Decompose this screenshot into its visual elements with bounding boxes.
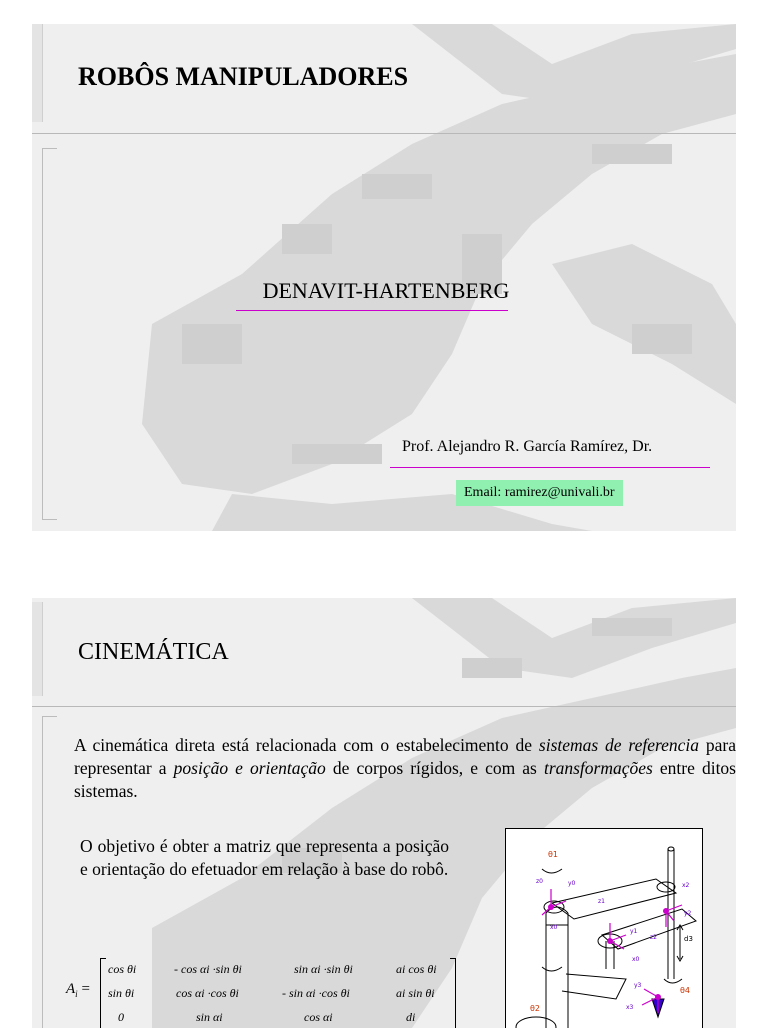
matrix-cell-r1c3: sin αi ·sin θi [294, 962, 353, 976]
label-theta4: θ4 [680, 986, 690, 995]
matrix-cell-r3c4: di [406, 1010, 416, 1024]
slide-subtitle: DENAVIT-HARTENBERG [262, 278, 510, 303]
slide-heading-cinematica: CINEMÁTICA [78, 639, 229, 665]
intro-emphasis-1: sistemas de referencia [538, 735, 700, 755]
content-frame-accent-2 [42, 716, 57, 1028]
intro-text-3: de corpos rígidos, e com as [325, 758, 544, 778]
label-y0: y0 [568, 880, 576, 887]
intro-emphasis-2: posição e orientação [173, 758, 326, 778]
title-bar-accent [32, 24, 43, 122]
label-theta2: θ2 [530, 1004, 540, 1013]
author-email: Email: ramirez@univali.br [456, 480, 623, 506]
label-y1: y1 [630, 928, 638, 935]
transformation-matrix [66, 954, 466, 1024]
matrix-cell-r2c1: sin θi [108, 986, 135, 1000]
label-z1: z1 [598, 898, 605, 905]
matrix-cell-r3c3: cos αi [304, 1010, 333, 1024]
label-z0: z0 [536, 878, 543, 885]
intro-text-1: A cinemática direta está relacionada com o estabelecimento de [74, 735, 539, 755]
label-z2: z2 [650, 934, 657, 941]
slide-title-heading: ROBÔS MANIPULADORES [78, 62, 409, 91]
author-underline [390, 467, 710, 468]
matrix-cell-r2c2: cos αi ·cos θi [176, 986, 239, 1000]
matrix-cell-r1c2: - cos αi ·sin θi [174, 962, 242, 976]
matrix-cell-r2c4: ai sin θi [396, 986, 435, 1000]
matrix-cell-r1c1: cos θi [108, 962, 137, 976]
label-x0-b: x0 [632, 956, 640, 963]
matrix-label [66, 981, 90, 999]
title-divider-2 [32, 706, 736, 707]
label-y2: y2 [684, 910, 692, 917]
matrix-cell-r3c2: sin αi [196, 1010, 223, 1024]
slide-title [32, 24, 736, 531]
matrix-cell-r3c1: 0 [118, 1010, 124, 1024]
matrix-cell-r2c3: - sin αi ·cos θi [282, 986, 350, 1000]
subtitle-underline [236, 310, 508, 311]
label-x0: x0 [550, 924, 558, 931]
intro-emphasis-3: transformações [543, 758, 653, 778]
intro-text-4: entre ditos sistemas. [74, 758, 736, 801]
label-x2: x2 [682, 882, 690, 889]
matrix-equals: = [81, 981, 90, 997]
matrix-subscript: i [75, 989, 78, 999]
objective-paragraph: O objetivo é obter a matriz que representa a posição e orientação do efetuador em relação à base do robô. [80, 836, 449, 879]
matrix-symbol: A [66, 981, 76, 997]
matrix-bracket-right [450, 958, 456, 1028]
author-name: Prof. Alejandro R. García Ramírez, Dr. [402, 438, 653, 455]
intro-paragraph [74, 734, 736, 803]
title-bar-accent-2 [32, 602, 43, 696]
title-divider [32, 133, 736, 134]
label-theta1: θ1 [548, 850, 558, 859]
slide-cinematica [32, 598, 736, 1028]
scara-robot-diagram [505, 828, 703, 1028]
matrix-bracket-left [100, 958, 106, 1028]
intro-text-2: para representar a [74, 735, 736, 778]
matrix-cell-r1c4: ai cos θi [396, 962, 437, 976]
label-x3: x3 [626, 1004, 634, 1011]
label-y3: y3 [634, 982, 642, 989]
scara-robot-drawing [506, 829, 702, 1028]
label-d3: d3 [684, 935, 693, 943]
content-frame-accent [42, 148, 57, 520]
